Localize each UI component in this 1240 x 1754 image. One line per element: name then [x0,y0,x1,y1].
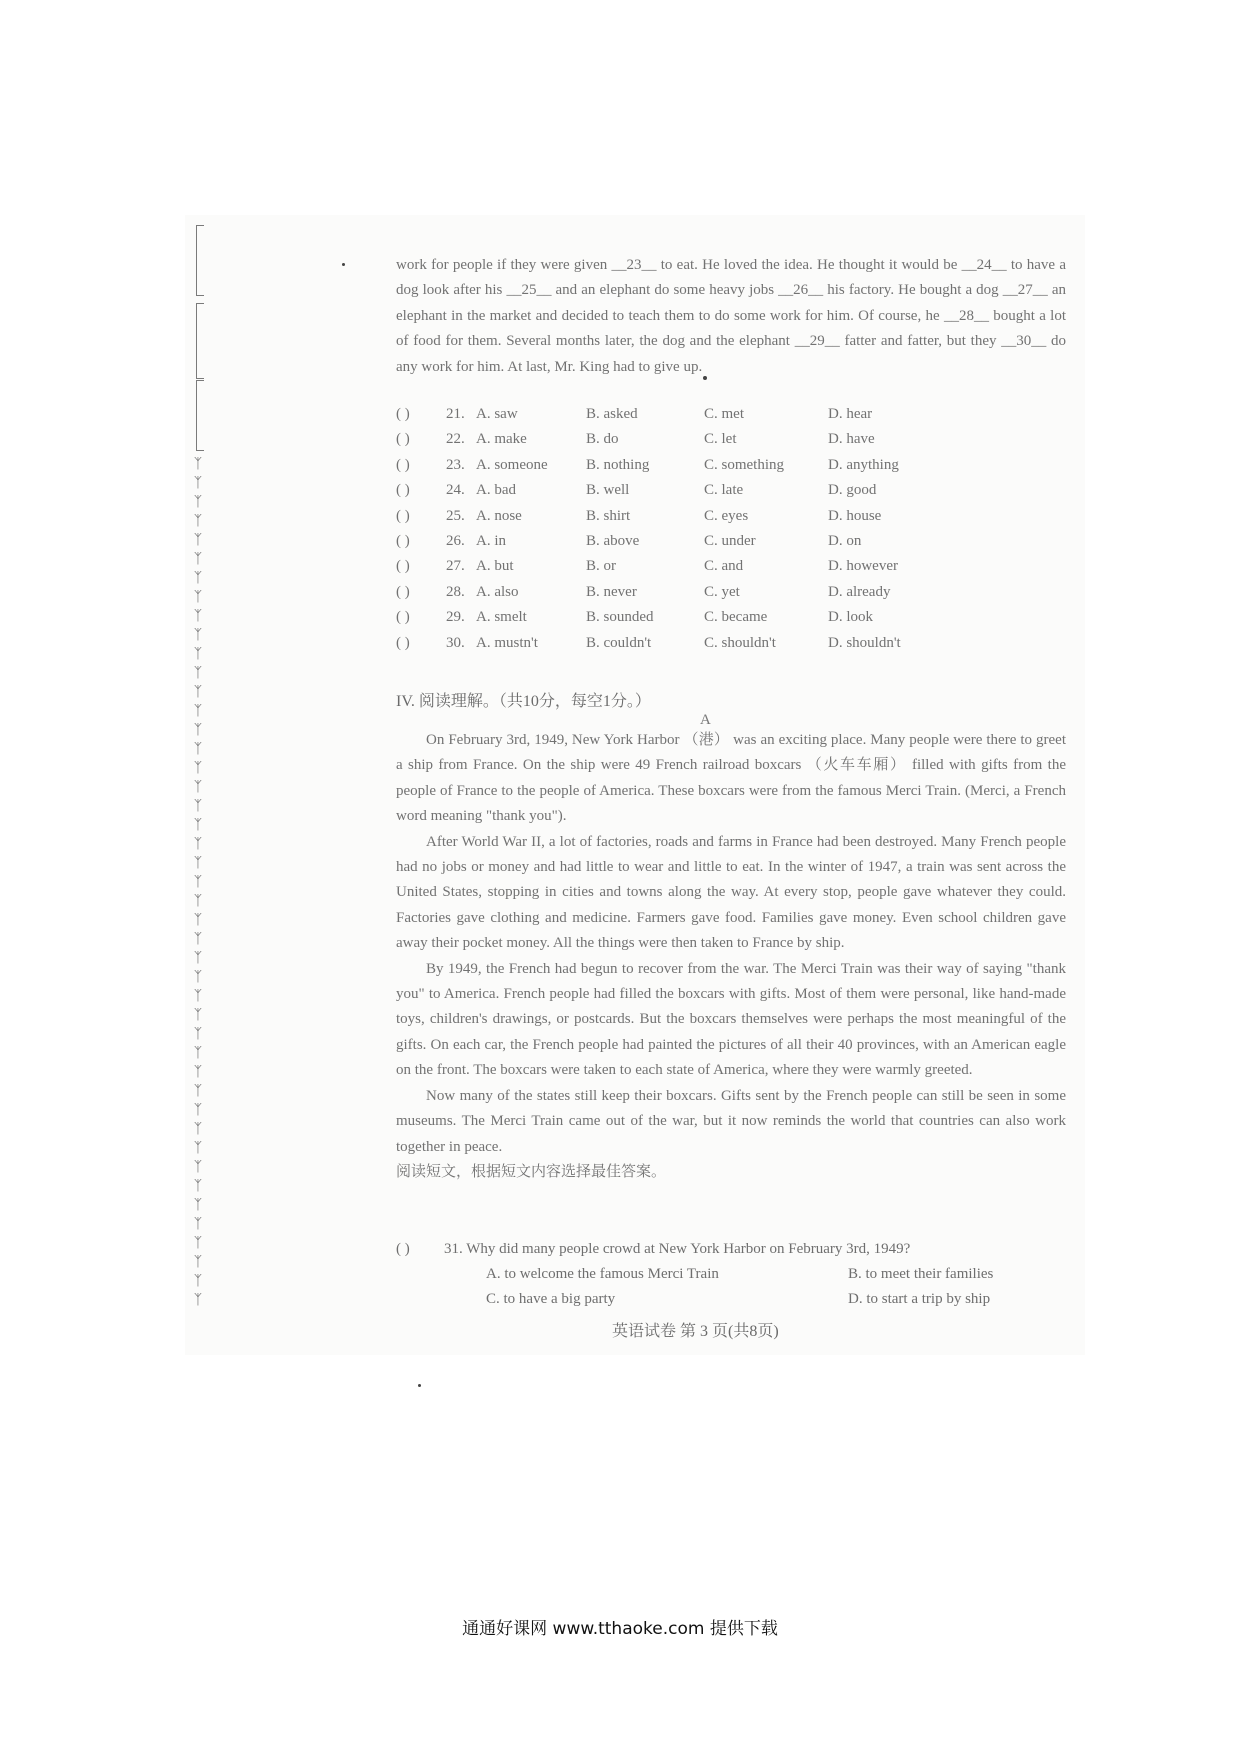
question-number: 28. [446,583,465,600]
answer-bracket: ( ) [396,482,410,499]
option-a: A. also [476,583,519,600]
passage-label: A [700,712,711,728]
download-note: 通通好课网 www.tthaoke.com 提供下载 [462,1619,778,1639]
option-d: D. look [828,609,873,626]
binding-tick [196,450,204,451]
scan-dot [703,376,707,380]
question-number: 25. [446,507,465,524]
option-c: C. became [704,609,768,626]
option-row [396,508,1056,533]
option-a: A. mustn't [476,634,538,651]
answer-bracket: ( ) [396,532,410,549]
option-b: B. do [586,431,619,448]
answer-bracket: ( ) [396,456,410,473]
option-row [396,533,1056,558]
question-number: 21. [446,406,465,422]
option-d: D. on [828,532,862,549]
option-b: B. never [586,583,637,600]
option-a: A. but [476,558,514,575]
passage-paragraph: After World War II, a lot of factories, roads and farms in France had been destroyed. Many French people had no jobs or money and had little to wear and little to eat. In the winter of 1947, a train was sent across the United States, stopping in cities and towns along the way. At every stop, people gave whatever they could. Factories gave clothing and medicine. Farmers gave food. Families gave money. Even school children gave away their pocket money. All the things were then taken to France by ship. [396,833,1066,952]
option-c: C. met [704,406,744,422]
cloze-passage [396,253,1066,380]
question-31-stem: 31. Why did many people crowd at New York Harbor on February 3rd, 1949? [444,1241,911,1257]
options-list [396,406,1056,660]
binding-line-3 [196,380,197,450]
option-b: B. nothing [586,456,650,473]
passage-paragraph: By 1949, the French had begun to recover from the war. The Merci Train was their way of saying "thank you" to America. French people had filled the boxcars with gifts. Most of them were personal, like hand-made toys, children's drawings, or postcards. But the boxcars themselves were perhaps the most meaningful of the gifts. On each car, the French people had painted the pictures of all their 40 provinces, with an American eagle on the front. The boxcars were taken to each state of America, where they were warmly greeted. [396,960,1066,1079]
option-b: B. or [586,558,616,575]
question-number: 26. [446,532,465,549]
option-d: D. house [828,507,882,524]
binding-margin-marks: ᛉᛉᛉᛉᛉᛉᛉᛉᛉᛉᛉᛉᛉᛉᛉᛉᛉᛉᛉᛉᛉᛉᛉᛉᛉᛉᛉᛉᛉᛉᛉᛉᛉᛉᛉᛉᛉᛉᛉᛉᛉᛉᛉᛉᛉ [193,456,203,1308]
binding-tick [196,378,204,379]
answer-bracket: ( ) [396,1241,410,1257]
option-c: C. late [704,482,744,499]
option-row [396,609,1056,634]
option-row [396,406,1056,431]
scan-dot [342,263,345,266]
binding-tick [196,225,204,226]
question-31-option-b: B. to meet their families [848,1266,994,1282]
passage-paragraph: Now many of the states still keep their boxcars. Gifts sent by the French people can still be seen in some museums. The Merci Train came out of the war, but it now reminds the world that countries can also work together in peace. [396,1087,1066,1155]
option-d: D. good [828,482,877,499]
option-d: D. shouldn't [828,634,901,651]
reading-passage [396,728,1066,1185]
option-d: D. however [828,558,898,575]
option-row [396,558,1056,583]
option-c: C. and [704,558,744,575]
option-row [396,482,1056,507]
option-a: A. bad [476,482,516,499]
option-c: C. let [704,431,737,448]
answer-bracket: ( ) [396,558,410,575]
question-number: 24. [446,482,465,499]
option-row [396,457,1056,482]
answer-bracket: ( ) [396,431,410,448]
question-31-option-d: D. to start a trip by ship [848,1291,991,1307]
option-a: A. nose [476,507,522,524]
option-c: C. yet [704,583,740,600]
option-a: A. smelt [476,609,527,626]
answer-bracket: ( ) [396,583,410,600]
binding-tick [196,295,204,296]
question-number: 29. [446,609,465,626]
option-d: D. anything [828,456,899,473]
question-31-option-c: C. to have a big party [486,1291,616,1307]
question-number: 23. [446,456,465,473]
answer-bracket: ( ) [396,634,410,651]
option-c: C. shouldn't [704,634,776,651]
option-a: A. make [476,431,527,448]
answer-bracket: ( ) [396,406,410,422]
option-a: A. saw [476,406,518,422]
option-d: D. hear [828,406,873,422]
page-footer: 英语试卷 第 3 页(共8页) [612,1323,779,1340]
binding-tick [196,303,204,304]
option-a: A. in [476,532,506,549]
option-a: A. someone [476,456,548,473]
section-title: IV. 阅读理解。（共10分，每空1分。） [396,693,651,710]
option-c: C. eyes [704,507,749,524]
option-b: B. shirt [586,507,631,524]
binding-line-2 [196,303,197,378]
binding-line-1 [196,225,197,295]
question-number: 30. [446,634,465,651]
option-c: C. something [704,456,785,473]
option-row [396,431,1056,456]
question-number: 22. [446,431,465,448]
scan-dot [418,1384,421,1387]
option-b: B. sounded [586,609,654,626]
option-c: C. under [704,532,756,549]
instruction-text: 阅读短文，根据短文内容选择最佳答案。 [396,1163,667,1180]
question-31-option-a: A. to welcome the famous Merci Train [486,1266,719,1282]
option-row [396,635,1056,660]
option-b: B. couldn't [586,634,652,651]
option-b: B. asked [586,406,638,422]
option-d: D. already [828,583,891,600]
question-number: 27. [446,558,465,575]
option-b: B. well [586,482,630,499]
answer-bracket: ( ) [396,507,410,524]
passage-paragraph: On February 3rd, 1949, New York Harbor （港） was an exciting place. Many people were there to greet a ship from France. On the ship were 49 French railroad boxcars （火车车厢） filled with gifts from the people of France to the people of America. These boxcars were from the famous Merci Train. (Merci, a French word meaning "thank you"). [396,732,1066,825]
option-b: B. above [586,532,640,549]
option-row [396,584,1056,609]
option-d: D. have [828,431,875,448]
cloze-paragraph: work for people if they were given __23__ to eat. He loved the idea. He thought it would be __24__ to have a dog look after his __25__ and an elephant do some heavy jobs __26__ his factory. He bought a dog __27__ an elephant in the market and decided to teach them to do some work for him. Of course, he __28__ bought a lot of food for them. Several months later, the dog and the elephant __29__ fatter and fatter, but they __30__ do any work for him. At last, Mr. King had to give up. [396,257,1066,375]
answer-bracket: ( ) [396,609,410,626]
binding-tick [196,380,204,381]
